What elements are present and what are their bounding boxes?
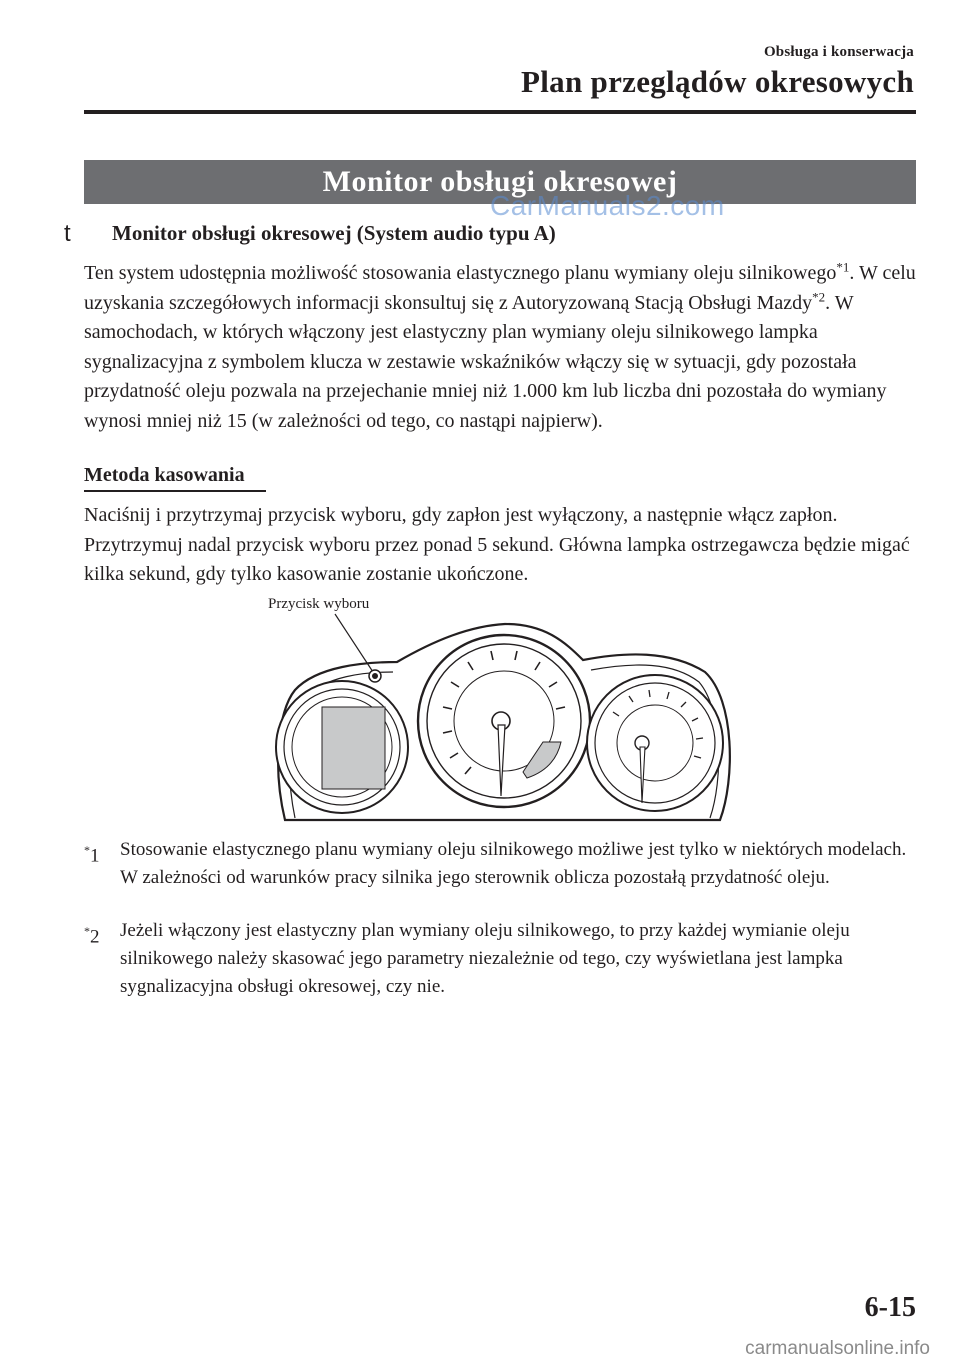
footnote-1 (84, 836, 919, 892)
intro-text-3: . W samochodach, w których włączony jest elastyczny plan wymiany oleju silnikowego lampka sygnalizacyjna z symbolem klucza w zestawie wskaźników włączy się w sytuacji, gdy pozostała przydatność oleju pozwala na przejechanie mniej niż 1.000 km lub liczba dni pozostała do wymiany wynosi mniej niż 15 (w zależności od tego, co nastąpi najpierw). (84, 291, 887, 432)
page-number: 6-15 (864, 1292, 916, 1323)
callout-label: Przycisk wyboru (268, 596, 370, 612)
watermark-logo: CarManuals2.com (490, 190, 725, 221)
intro-paragraph (84, 259, 919, 436)
method-heading-underline (84, 490, 266, 492)
footnote-2-text: Jeżeli włączony jest elastyczny plan wymiany oleju silnikowego, to przy każdej wymianie oleju silnikowego należy skasować jego parametry niezależnie od tego, czy wyświetlana jest lampka sygnalizacyjna obsługi okresowej, czy nie. (120, 920, 850, 997)
selector-button (369, 670, 381, 682)
subsection-title: Monitor obsługi okresowej (System audio typu A) (112, 221, 556, 245)
footer-watermark: carmanualsonline.info (745, 1338, 930, 1359)
intro-text-2: . W celu uzyskania szczegółowych informacji skonsultuj się z Autoryzowaną Stacją Obsługi Mazdy (84, 262, 916, 314)
section-banner: Monitor obsługi okresowej (84, 160, 916, 204)
footnote-ref-1: *1 (836, 259, 850, 275)
footnote-ref-2: *2 (812, 288, 826, 304)
section-name: Obsługa i konserwacja (763, 44, 914, 60)
footnote-1-text: Stosowanie elastycznego planu wymiany oleju silnikowego możliwe jest tylko w niektórych modelach. W zależności od warunków pracy silnika jego sterownik oblicza pozostałą przydatność oleju. (120, 839, 907, 888)
left-dial (276, 681, 408, 813)
header-divider (84, 110, 916, 114)
right-dial (587, 675, 723, 811)
bullet-icon: t (64, 220, 71, 247)
chapter-title: Plan przeglądów okresowych (521, 64, 914, 99)
intro-text-1: Ten system udostępnia możliwość stosowania elastycznego planu wymiany oleju silnikowego (84, 262, 837, 284)
method-heading: Metoda kasowania (84, 464, 245, 486)
footnote-2-marker: *2 (84, 924, 100, 948)
footnote-1-marker: *1 (84, 843, 100, 867)
method-paragraph: Naciśnij i przytrzymaj przycisk wyboru, gdy zapłon jest wyłączony, a następnie włącz zapłon. Przytrzymuj nadal przycisk wyboru przez ponad 5 sekund. Główna lampka ostrzegawcza będzie migać kilka sekund, gdy tylko kasowanie zostanie ukończone. (84, 504, 910, 585)
footnote-2 (84, 917, 919, 1001)
instrument-cluster-illustration (265, 590, 735, 822)
multi-info-display (322, 707, 385, 789)
center-tachometer-dial (418, 635, 590, 807)
